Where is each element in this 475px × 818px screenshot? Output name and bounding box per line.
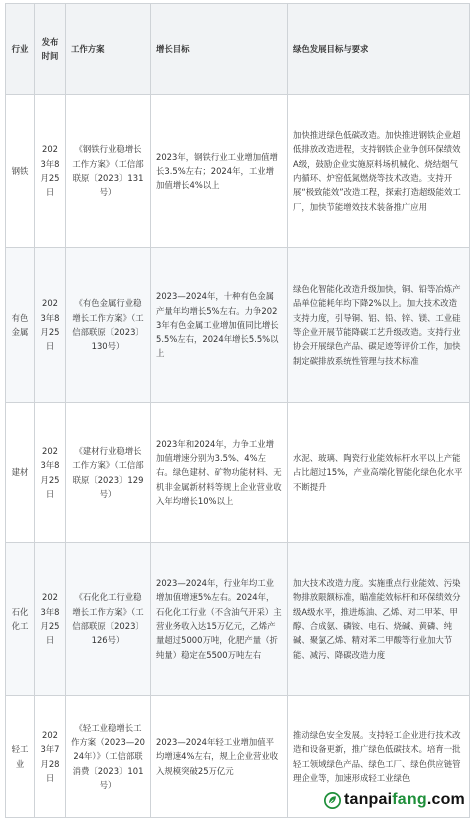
green-cell: 水泥、玻璃、陶瓷行业能效标杆水平以上产能占比超过15%，产业高端化智能化绿色化水平不断提升 bbox=[288, 403, 470, 543]
table-row bbox=[6, 248, 470, 403]
industry-cell: 轻工业 bbox=[6, 696, 35, 818]
policy-table bbox=[5, 3, 470, 818]
plan-cell: 《钢铁行业稳增长工作方案》（工信部联原〔2023〕131号） bbox=[66, 95, 151, 248]
growth-cell: 2023年，钢铁行业工业增加值增长3.5%左右；2024年，工业增加值增长4%以上 bbox=[151, 95, 288, 248]
date-cell: 2023年7月28日 bbox=[35, 696, 66, 818]
header-industry: 行业 bbox=[6, 4, 35, 95]
green-cell: 推动绿色安全发展。支持轻工企业进行技术改造和设备更新，推广绿色低碳技术。培育一批轻工领域绿色产品、绿色工厂、绿色供应链管理企业等，加速形成轻工业绿色 bbox=[288, 696, 470, 818]
industry-cell: 建材 bbox=[6, 403, 35, 543]
table-row bbox=[6, 95, 470, 248]
plan-cell: 《轻工业稳增长工作方案（2023—2024年）》（工信部联消费〔2023〕101号） bbox=[66, 696, 151, 818]
watermark-text-1: tanpai bbox=[344, 791, 392, 808]
plan-cell: 《建材行业稳增长工作方案》（工信部联原〔2023〕129号） bbox=[66, 403, 151, 543]
date-cell: 2023年8月25日 bbox=[35, 543, 66, 696]
green-cell: 加大技术改造力度。实施重点行业能效、污染物排放限额标准，瞄准能效标杆和环保绩效分级A级水平，推进炼油、乙烯、对二甲苯、甲醇、合成氨、磷铵、电石、烧碱、黄磷、纯碱、聚氯乙烯、精对苯二甲酸等行业加大节能、减污、降碳改造力度 bbox=[288, 543, 470, 696]
leaf-logo-icon bbox=[324, 792, 341, 809]
watermark-text-2: fang bbox=[392, 791, 427, 808]
site-watermark bbox=[324, 791, 465, 809]
table-row bbox=[6, 403, 470, 543]
growth-cell: 2023—2024年，十种有色金属产量年均增长5%左右。力争2023年有色金属工业增加值同比增长5.5%左右，2024年增长5.5%以上 bbox=[151, 248, 288, 403]
table-row bbox=[6, 543, 470, 696]
watermark-text-3: .com bbox=[427, 791, 465, 808]
growth-cell: 2023—2024年轻工业增加值平均增速4%左右，规上企业营业收入规模突破25万亿元 bbox=[151, 696, 288, 818]
industry-cell: 石化化工 bbox=[6, 543, 35, 696]
industry-cell: 有色金属 bbox=[6, 248, 35, 403]
growth-cell: 2023年和2024年，力争工业增加值增速分别为3.5%、4%左右。绿色建材、矿物功能材料、无机非金属新材料等规上企业营业收入年均增长10%以上 bbox=[151, 403, 288, 543]
header-green: 绿色发展目标与要求 bbox=[288, 4, 470, 95]
industry-cell: 钢铁 bbox=[6, 95, 35, 248]
header-date: 发布时间 bbox=[35, 4, 66, 95]
green-cell: 绿色化智能化改造升级加快，铜、铅等冶炼产品单位能耗年均下降2%以上。加大技术改造支持力度，引导铜、铝、铅、锌、镁、工业硅等企业开展节能降碳工艺升级改造。支持行业协会开展绿色产品、碳足迹等评价工作，加快制定碳排放系统性管理与技术标准 bbox=[288, 248, 470, 403]
date-cell: 2023年8月25日 bbox=[35, 248, 66, 403]
date-cell: 2023年8月25日 bbox=[35, 95, 66, 248]
growth-cell: 2023—2024年，行业年均工业增加值增速5%左右。2024年，石化化工行业（不含油气开采）主营业务收入达15万亿元，乙烯产量超过5000万吨，化肥产量（折纯量）稳定在5500万吨左右 bbox=[151, 543, 288, 696]
table-header-row bbox=[6, 4, 470, 95]
date-cell: 2023年8月25日 bbox=[35, 403, 66, 543]
green-cell: 加快推进绿色低碳改造。加快推进钢铁企业超低排放改造进程，支持钢铁企业争创环保绩效A级，鼓励企业实施原料场机械化、烧结烟气内循环、炉窑低氮燃烧等技术改造。支持开展“极致能效”改造工程，探索打造超级能效工厂，加快节能增效技术装备推广应用 bbox=[288, 95, 470, 248]
plan-cell: 《有色金属行业稳增长工作方案》（工信部联原〔2023〕130号） bbox=[66, 248, 151, 403]
plan-cell: 《石化化工行业稳增长工作方案》（工信部联原〔2023〕126号） bbox=[66, 543, 151, 696]
header-growth: 增长目标 bbox=[151, 4, 288, 95]
header-plan: 工作方案 bbox=[66, 4, 151, 95]
